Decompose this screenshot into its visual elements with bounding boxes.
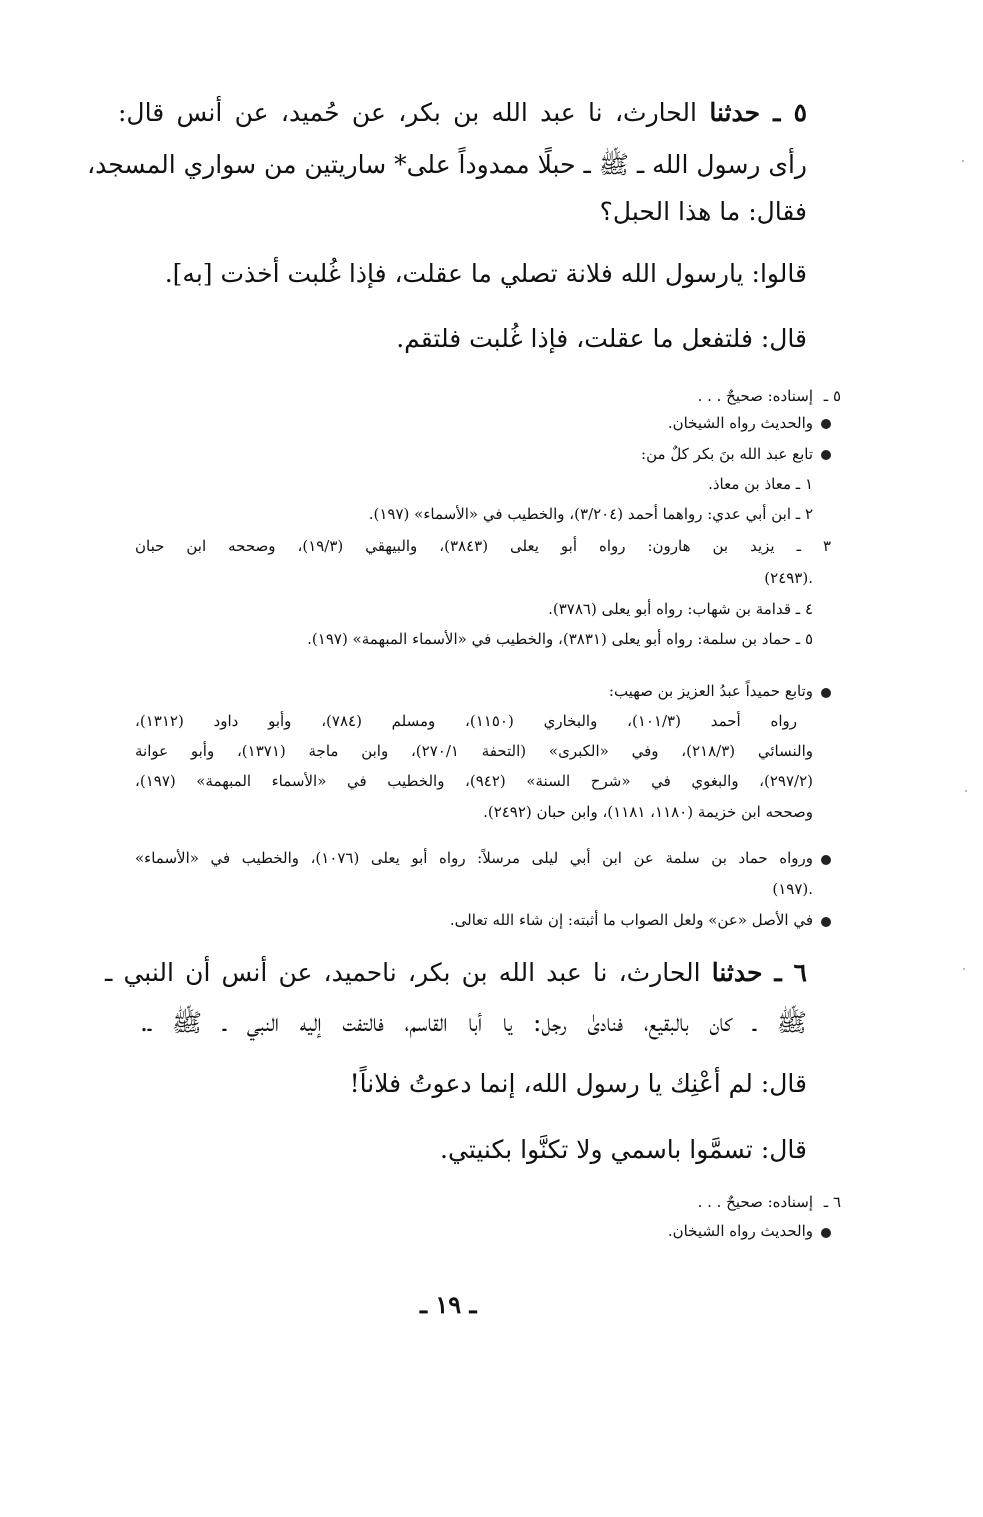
hadith-5-chain: الحارث، نا عبد الله بن بكر، عن حُميد، عن أنس قال: [118, 98, 697, 127]
hadith-5-line-3: فقال: ما هذا الحبل؟ [599, 197, 807, 226]
hadith-6-line-1 [105, 958, 807, 987]
note-6-line-1: والحديث رواه الشيخان. [667, 1222, 813, 1240]
note-5-line-15: (١٩٧). [772, 880, 813, 898]
note-5-footnote: في الأصل «عن» ولعل الصواب ما أثبته: إن شاء الله تعالى. [449, 911, 813, 929]
note-bullet-icon [821, 688, 831, 698]
page-number: ـ ١٩ ـ [420, 1290, 477, 1319]
note-5-line-14: ورواه حماد بن سلمة عن ابن أبي ليلى مرسلاً: رواه أبو يعلى (١٠٧٦)، والخطيب في «الأسماء» [135, 849, 813, 867]
hadith-5-opening: ٥ ـ حدثنا [709, 98, 807, 127]
note-5-line-8: ٥ ـ حماد بن سلمة: رواه أبو يعلى (٣٨٣١)، والخطيب في «الأسماء المبهمة» (١٩٧). [307, 630, 813, 648]
note-bullet-icon [821, 450, 831, 460]
scan-speck [963, 968, 965, 970]
note-5-line-5: ٣ ـ يزيد بن هارون: رواه أبو يعلى (٣٨٤٣)، والبيهقي (١٩/٣)، وصححه ابن حبان [135, 537, 832, 555]
scan-speck [965, 790, 967, 792]
note-5-line-13: وصححه ابن خزيمة (١١٨٠، ١١٨١)، وابن حبان (٢٤٩٢). [483, 803, 813, 821]
note-6-number: ٦ ـ [823, 1193, 841, 1211]
note-bullet-icon [821, 1228, 831, 1238]
note-bullet-icon [821, 917, 831, 927]
note-bullet-icon [821, 855, 831, 865]
hadith-5-line-2: رأى رسول الله ـ ﷺ ـ حبلًا ممدوداً على* ساريتين من سواري المسجد، [87, 150, 807, 179]
hadith-6-line-3: قال: لم أعْنِك يا رسول الله، إنما دعوتُ فلاناً! [349, 1069, 807, 1098]
note-5-line-10: رواه أحمد (١٠١/٣)، والبخاري (١١٥٠)، ومسلم (٧٨٤)، وأبو داود (١٣١٢)، [135, 712, 797, 730]
hadith-5-line-4: قالوا: يارسول الله فلانة تصلي ما عقلت، فإذا غُلبت أخذت [به]. [164, 259, 807, 288]
hadith-5-line-1 [118, 98, 807, 127]
note-5-line-3: ١ ـ معاذ بن معاذ. [708, 475, 813, 493]
note-5-line-4: ٢ ـ ابن أبي عدي: رواهما أحمد (٣/٢٠٤)، والخطيب في «الأسماء» (١٩٧). [368, 505, 813, 523]
note-bullet-icon [821, 419, 831, 429]
note-5-line-9: وتابع حميداً عبدُ العزيز بن صهيب: [608, 682, 813, 700]
hadith-6-line-4: قال: تسمَّوا باسمي ولا تكنَّوا بكنيتي. [440, 1135, 807, 1164]
note-5-line-7: ٤ ـ قدامة بن شهاب: رواه أبو يعلى (٣٧٨٦). [548, 600, 813, 618]
note-5-number: ٥ ـ [823, 387, 841, 405]
note-5-line-11: والنسائي (٢١٨/٣)، وفي «الكبرى» (التحفة ٢٧٠/١)، وابن ماجة (١٣٧١)، وأبو عوانة [135, 742, 814, 760]
note-5-isnad: إسناده: صحيحٌ . . . [697, 387, 813, 405]
hadith-6-chain: الحارث، نا عبد الله بن بكر، ناحميد، عن أنس أن النبي ـ [105, 958, 701, 987]
note-5-line-2: تابع عبد الله بنَ بكر كلٌ من: [641, 445, 813, 463]
scan-speck [962, 160, 964, 162]
note-5-line-12: (٢٩٧/٢)، والبغوي في «شرح السنة» (٩٤٢)، والخطيب في «الأسماء المبهمة» (١٩٧)، [135, 772, 813, 790]
note-5-line-6: (٢٤٩٣). [764, 569, 813, 587]
note-6-isnad: إسناده: صحيحٌ . . . [697, 1193, 813, 1211]
hadith-5-line-5: قال: فلتفعل ما عقلت، فإذا غُلبت فلتقم. [396, 324, 807, 353]
hadith-6-opening: ٦ ـ حدثنا [711, 958, 807, 987]
note-5-line-1: والحديث رواه الشيخان. [667, 414, 813, 432]
hadith-6-line-2: ﷺ ـ كان بالبقيع، فنادىٰ رجل: يا أبا القاسم، فالتفت إليه النبي ـ ﷺ ـ. [140, 1008, 807, 1037]
